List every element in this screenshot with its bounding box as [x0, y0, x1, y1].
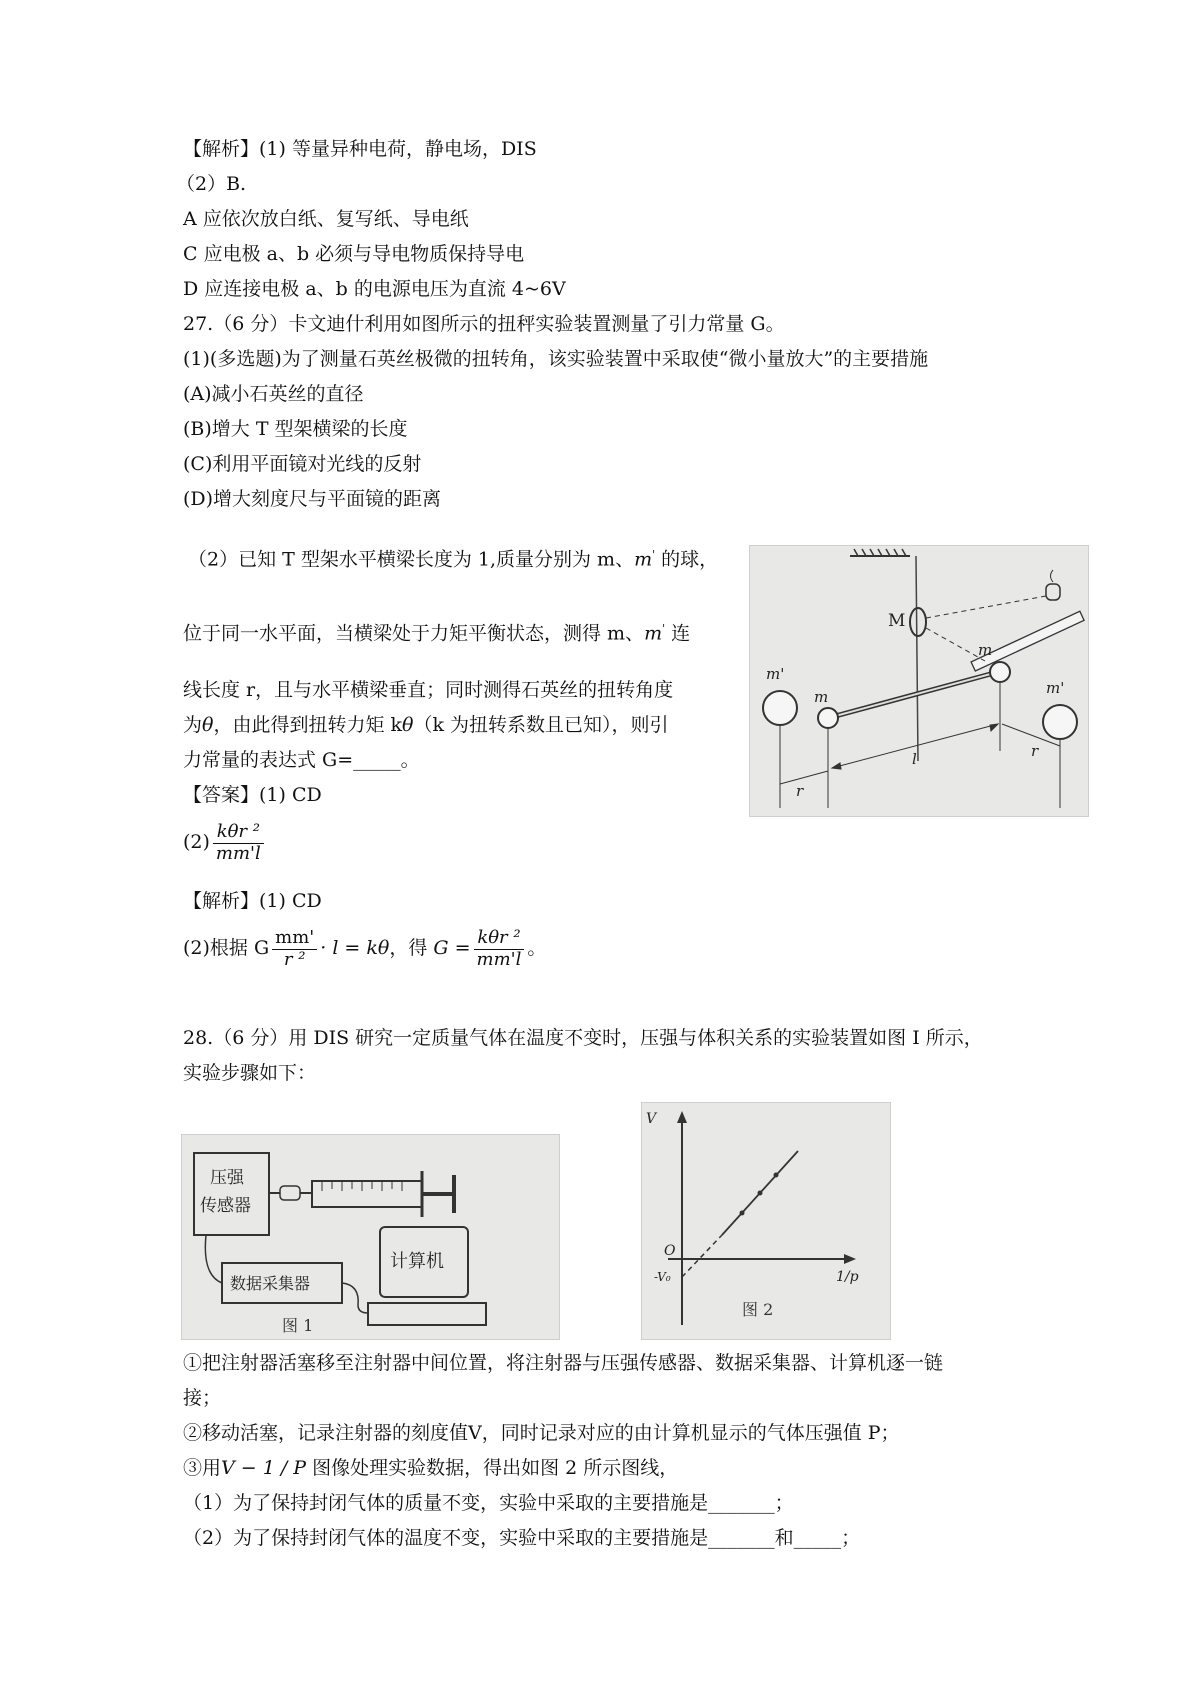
q27-answer-2: (2) $\frac{\text{kθr ²}}{mm'l}$ — [183, 822, 267, 864]
l-label: l — [912, 750, 917, 768]
q27-part2-line-5: 力常量的表达式 G=_____。 — [183, 749, 420, 771]
q28-step-1b: 接； — [183, 1387, 222, 1409]
large-mass-label-right: m' — [1046, 679, 1065, 697]
figure-2-caption: 图 2 — [742, 1300, 774, 1319]
q27-part2-line-4: 为θ，由此得到扭转力矩 kθ（k 为扭转系数且已知），则引 — [183, 714, 669, 736]
q27-option-c: (C)利用平面镜对光线的反射 — [183, 453, 422, 475]
q28-step-2: ②移动活塞，记录注射器的刻度值V，同时记录对应的由计算机显示的气体压强值 P； — [183, 1422, 900, 1444]
small-mass-label-left: m — [814, 688, 829, 706]
q27-option-a: (A)减小石英丝的直径 — [183, 383, 364, 405]
figure-1-apparatus — [181, 1134, 560, 1340]
x-axis-label: 1/p — [836, 1269, 859, 1285]
analysis-fraction-1: $\frac{mm'}{\text{r ²}}$ — [272, 928, 317, 970]
m-prime-symbol: m — [644, 622, 663, 645]
q26-analysis-line-2: （2）B. — [176, 173, 247, 195]
q27-option-b: (B)增大 T 型架横梁的长度 — [183, 418, 408, 440]
intercept-label: -V₀ — [654, 1270, 671, 1284]
q26-analysis-line-3: A 应依次放白纸、复写纸、导电纸 — [183, 208, 469, 230]
collector-label: 数据采集器 — [230, 1274, 311, 1293]
q27-part2-line-2: 位于同一水平面，当横梁处于力矩平衡状态，测得 m、m' 连 — [183, 622, 691, 645]
q27-answer-1: 【答案】(1) CD — [183, 784, 322, 806]
step-3-math: V − 1 / P — [221, 1457, 307, 1479]
q26-analysis-line-5: D 应连接电极 a、b 的电源电压为直流 4~6V — [183, 278, 566, 300]
computer-label: 计算机 — [390, 1251, 444, 1272]
q27-analysis-1: 【解析】(1) CD — [183, 890, 322, 912]
origin-label: O — [664, 1243, 676, 1259]
r-label-right: r — [1031, 742, 1039, 760]
sensor-label-2: 传感器 — [200, 1196, 251, 1216]
figure-2-graph — [641, 1102, 891, 1340]
r-label-left: r — [796, 782, 804, 800]
q26-analysis-line-4: C 应电极 a、b 必须与导电物质保持导电 — [183, 243, 525, 265]
q26-analysis-line-1: 【解析】(1) 等量异种电荷，静电场，DIS — [183, 138, 537, 160]
answer-fraction: $\frac{\text{kθr ²}}{mm'l}$ — [213, 822, 264, 864]
q27-part2-line-3: 线长度 r，且与水平横梁垂直；同时测得石英丝的扭转角度 — [183, 679, 674, 701]
torsion-balance-figure — [749, 545, 1089, 817]
q27-part1-stem: (1)(多选题)为了测量石英丝极微的扭转角，该实验装置中采取使“微小量放大”的主要措施 — [183, 348, 929, 370]
q28-header-2: 实验步骤如下： — [183, 1062, 317, 1084]
q27-part2-line-1: （2）已知 T 型架水平横梁长度为 1,质量分别为 m、m' 的球， — [188, 548, 719, 571]
q27-option-d: (D)增大刻度尺与平面镜的距离 — [183, 488, 442, 510]
analysis-fraction-2: $\frac{\text{kθr ²}}{mm'l}$ — [474, 928, 525, 970]
mirror-label: M — [888, 611, 906, 631]
q28-step-3: ③用V − 1 / P 图像处理实验数据，得出如图 2 所示图线， — [183, 1457, 679, 1479]
figure-1-caption: 图 1 — [282, 1316, 314, 1335]
q28-header: 28.（6 分）用 DIS 研究一定质量气体在温度不变时，压强与体积关系的实验装置如图 I 所示， — [183, 1027, 983, 1049]
large-mass-label-left: m' — [766, 665, 785, 683]
y-axis-label: V — [646, 1111, 657, 1127]
q27-analysis-2: (2)根据 G $\frac{mm'}{\text{r ²}}$ · l = kθ，得 G = $\frac{\text{kθr ²}}{mm'l}$ 。 — [183, 927, 547, 970]
q27-header: 27.（6 分）卡文迪什利用如图所示的扭秤实验装置测量了引力常量 G。 — [183, 313, 785, 335]
m-prime-symbol: m — [634, 548, 653, 571]
small-mass-label-right: m — [978, 641, 993, 659]
q28-subquestion-1: （1）为了保持封闭气体的质量不变，实验中采取的主要措施是_______； — [183, 1492, 794, 1514]
q28-step-1a: ①把注射器活塞移至注射器中间位置，将注射器与压强传感器、数据采集器、计算机逐一链 — [183, 1352, 944, 1374]
sensor-label-1: 压强 — [210, 1168, 244, 1188]
q28-subquestion-2: （2）为了保持封闭气体的温度不变，实验中采取的主要措施是_______和_____； — [183, 1527, 861, 1549]
